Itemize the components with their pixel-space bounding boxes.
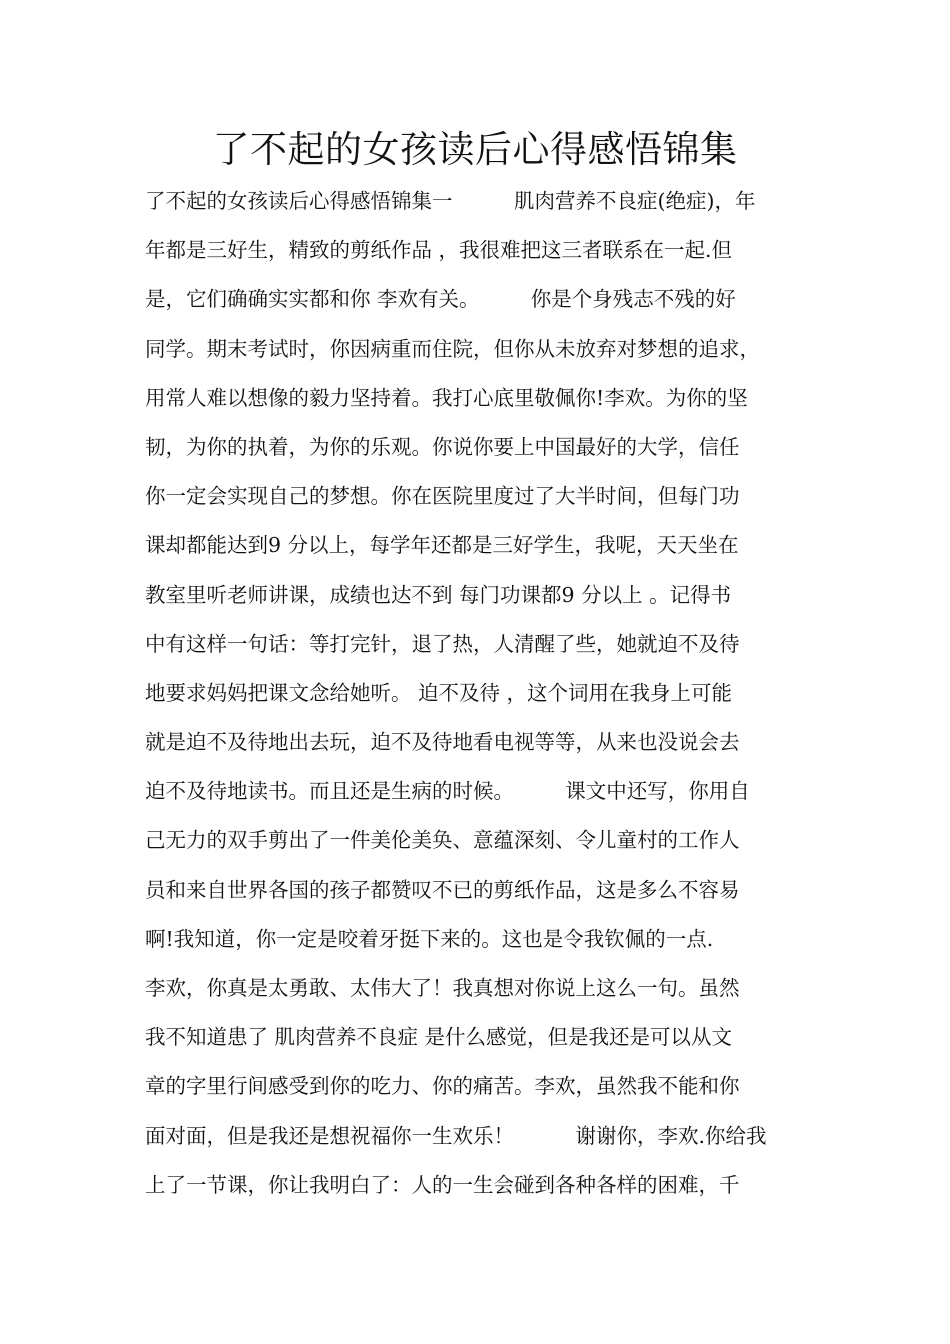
body-line: 员和来自世界各国的孩子都赞叹不已的剪纸作品，这是多么不容易 <box>145 877 740 902</box>
body-line: 课却都能达到9 分以上，每学年还都是三好学生，我呢，天天坐在 <box>145 533 739 558</box>
body-line: 迫不及待地读书。而且还是生病的时候。 课文中还写，你用自 <box>145 779 750 804</box>
body-line: 教室里听老师讲课，成绩也达不到 每门功课都9 分以上 。记得书 <box>145 582 732 607</box>
body-line: 己无力的双手剪出了一件美伦美奂、意蕴深刻、令儿童村的工作人 <box>145 828 740 853</box>
body-line: 地要求妈妈把课文念给她听。 迫不及待 ，这个词用在我身上可能 <box>145 680 733 705</box>
body-line: 年都是三好生，精致的剪纸作品 ，我很难把这三者联系在一起.但 <box>145 238 733 263</box>
body-line: 了不起的女孩读后心得感悟锦集一 肌肉营养不良症(绝症)，年 <box>145 189 756 213</box>
body-line: 啊!我知道，你一定是咬着牙挺下来的。这也是令我钦佩的一点. <box>145 926 714 951</box>
document-title: 了不起的女孩读后心得感悟锦集 <box>212 128 738 171</box>
body-line: 你一定会实现自己的梦想。你在医院里度过了大半时间，但每门功 <box>145 484 740 509</box>
body-line: 同学。期末考试时，你因病重而住院，但你从未放弃对梦想的追求， <box>145 336 760 361</box>
body-line: 李欢，你真是太勇敢、太伟大了！我真想对你说上这么一句。虽然 <box>145 976 740 1000</box>
body-line: 就是迫不及待地出去玩，迫不及待地看电视等等，从来也没说会去 <box>145 730 740 755</box>
body-line: 韧，为你的执着，为你的乐观。你说你要上中国最好的大学，信任 <box>145 434 740 459</box>
body-line: 是，它们确确实实都和你 李欢有关。 你是个身残志不残的好 <box>145 287 736 312</box>
body-line: 上了一节课，你让我明白了：人的一生会碰到各种各样的困难，千 <box>145 1172 740 1197</box>
body-line: 中有这样一句话：等打完针，退了热，人清醒了些，她就迫不及待 <box>145 631 740 656</box>
body-line: 章的字里行间感受到你的吃力、你的痛苦。李欢，虽然我不能和你 <box>145 1074 740 1099</box>
body-line: 面对面，但是我还是想祝福你一生欢乐！ 谢谢你，李欢.你给我 <box>145 1123 767 1148</box>
document-body <box>145 178 815 1211</box>
body-line: 我不知道患了 肌肉营养不良症 是什么感觉，但是我还是可以从文 <box>145 1025 733 1050</box>
body-line: 用常人难以想像的毅力坚持着。我打心底里敬佩你!李欢。为你的坚 <box>145 385 748 410</box>
